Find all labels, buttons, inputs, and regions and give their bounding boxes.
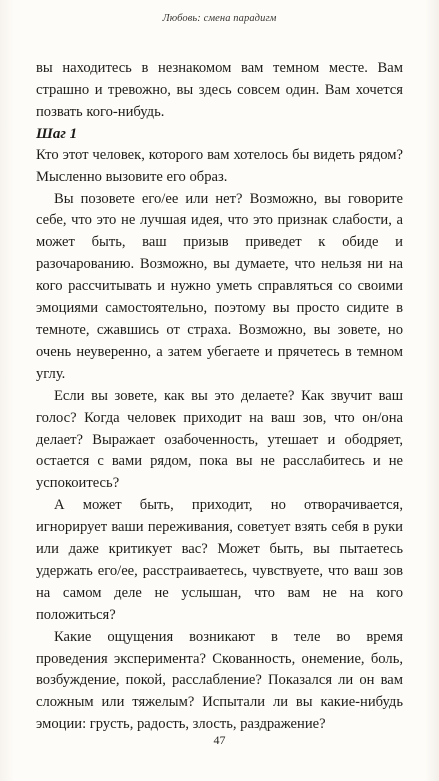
paragraph-4: А может быть, приходит, но отворачивается, игнорирует ваши переживания, советует взять себя в руки или даже критикует вас? Может быть, вы пытаетесь удержать его/ее, расстраиваетесь, чувствуете, что ваш зов на самом деле не услышан, что вам не на кого положиться? [36, 497, 403, 623]
paragraph-1: Кто этот человек, которого вам хотелось бы видеть рядом? Мысленно вызовите его образ. [36, 146, 403, 185]
paragraph-5: Какие ощущения возникают в теле во время проведения эксперимента? Скованность, онемение, боль, возбуждение, покой, расслабление? Показался ли он вам сложным или тяжелым? Испытали ли вы какие-нибудь эмоции: грусть, радость, злость, раздражение? [36, 628, 403, 733]
paragraph-3: Если вы зовете, как вы это делаете? Как звучит ваш голос? Когда человек приходит на ваш зов, что он/она делает? Выражает озабоченность, утешает и ободряет, остается с вами рядом, пока вы не расслабитесь и не успокоитесь? [36, 387, 403, 492]
paragraph-2: Вы позовете его/ее или нет? Возможно, вы говорите себе, что это не лучшая идея, что это признак слабости, а может быть, ваш призыв приведет к обиде и разочарованию. Возможно, вы думаете, что нельзя ни на кого рассчитывать и нужно уметь справляться со своими эмоциями самостоятельно, поэтому вы просто сидите в темноте, сжавшись от страха. Возможно, вы зовете, но очень неуверенно, а затем убегаете и прячетесь в темном углу. [36, 190, 403, 382]
section-heading: Шаг 1 [36, 125, 78, 142]
body-text [36, 58, 403, 736]
paragraph-continued: вы находитесь в незнакомом вам темном месте. Вам страшно и тревожно, вы здесь совсем один. Вам хочется позвать кого-нибудь. [36, 60, 403, 120]
running-head: Любовь: смена парадигм [162, 13, 277, 24]
page-number: 47 [213, 733, 226, 747]
